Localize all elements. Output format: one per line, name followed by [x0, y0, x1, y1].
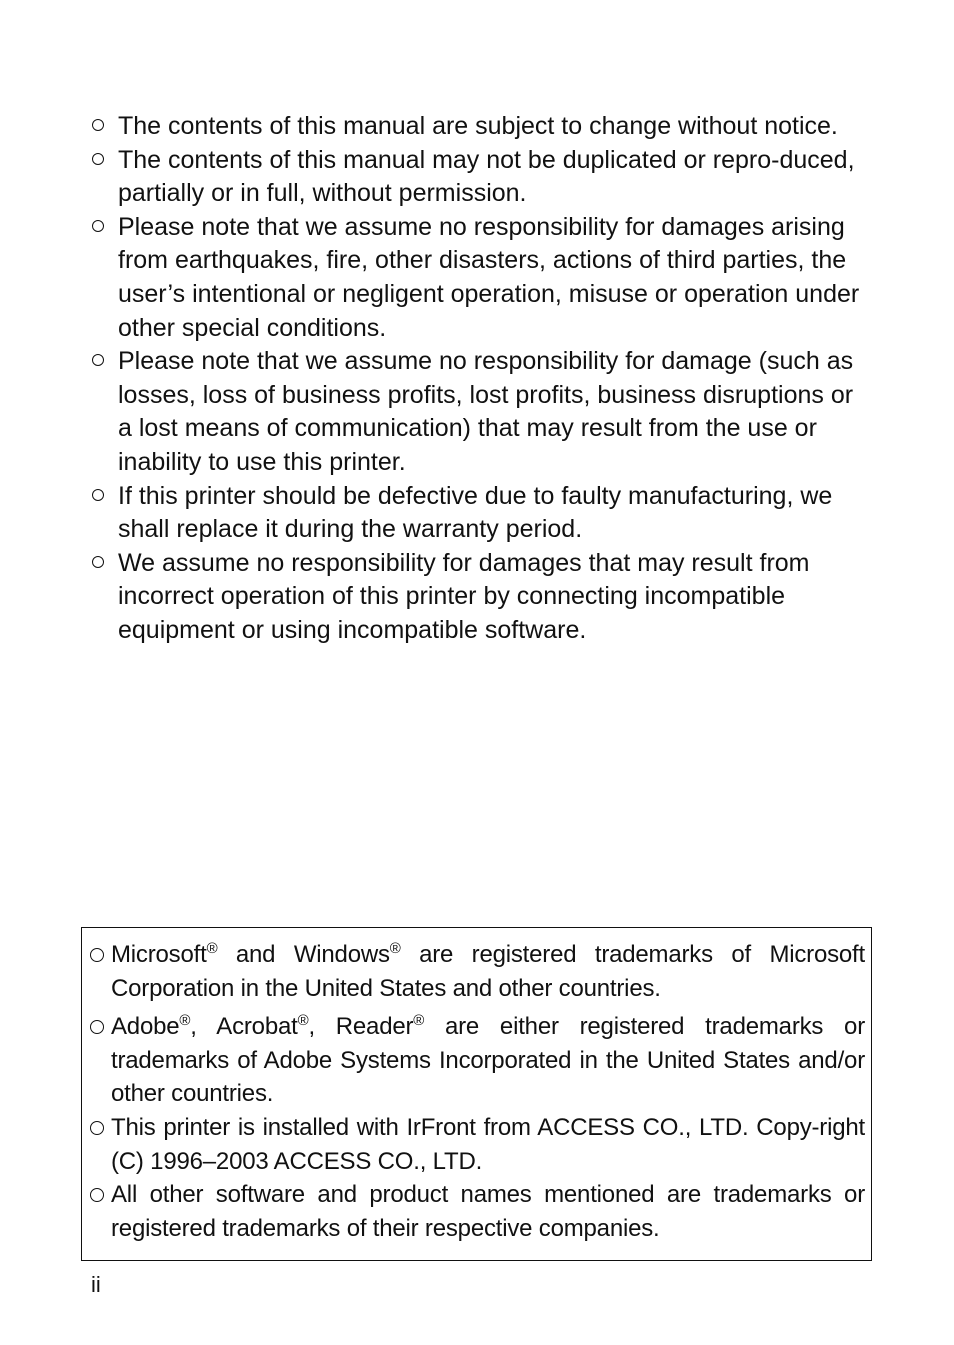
notice-text: Please note that we assume no responsibility for damages arising from earthquakes, fire, other disasters, actions of third parties, the user’s intentional or negligent operation, misuse or operation under other special conditions. — [118, 212, 860, 342]
notice-text: Please note that we assume no responsibility for damage (such as losses, loss of business profits, lost profits, business disruptions or a lost means of communication) that may result from the use or inability to use this printer. — [118, 347, 854, 476]
trademark-notice-box — [81, 927, 872, 1261]
circle-bullet-icon — [90, 1020, 104, 1034]
trademark-item-irfront — [90, 1111, 865, 1178]
notice-item — [90, 547, 870, 648]
circle-bullet-icon — [92, 354, 104, 366]
notice-text: We assume no responsibility for damages that may result from incorrect operation of this printer by connecting incompatible equipment or using incompatible software. — [118, 548, 810, 644]
circle-bullet-icon — [92, 489, 104, 501]
circle-bullet-icon — [92, 220, 104, 232]
notice-text: The contents of this manual may not be duplicated or repro-duced, partially or in full, without permission. — [118, 145, 855, 208]
trademark-text: are registered trademarks of Microsoft Corporation in the United States and other countries. — [111, 941, 865, 1002]
registered-mark: ® — [389, 940, 401, 957]
brand-microsoft: Microsoft — [111, 941, 207, 968]
notice-item — [90, 110, 870, 144]
notice-item — [90, 345, 870, 479]
trademark-item-microsoft — [90, 938, 865, 1005]
registered-mark: ® — [413, 1012, 425, 1030]
brand-reader: Reader — [335, 1013, 414, 1041]
trademark-text: and — [217, 941, 294, 968]
trademark-list — [90, 938, 865, 1245]
circle-bullet-icon — [92, 556, 104, 568]
registered-mark: ® — [297, 1012, 309, 1030]
notice-text: The contents of this manual are subject to change without notice. — [118, 112, 838, 140]
notice-item — [90, 211, 870, 345]
trademark-item-other — [90, 1178, 865, 1245]
trademark-text: This printer is installed with IrFront from ACCESS CO., LTD. Copy-right (C) 1996–2003 ACCESS CO., LTD. — [111, 1113, 865, 1175]
registered-mark: ® — [179, 1012, 191, 1030]
circle-bullet-icon — [90, 1188, 104, 1202]
trademark-text: are either registered trademarks or trademarks of Adobe Systems Incorporated in the United States and/or other countries. — [111, 1013, 865, 1108]
notice-item — [90, 480, 870, 547]
registered-mark: ® — [206, 940, 218, 957]
circle-bullet-icon — [90, 948, 104, 962]
circle-bullet-icon — [90, 1121, 104, 1135]
circle-bullet-icon — [92, 153, 104, 165]
brand-acrobat: Acrobat — [216, 1013, 298, 1041]
trademark-text: All other software and product names mentioned are trademarks or registered trademarks of their respective companies. — [111, 1181, 865, 1242]
trademark-item-adobe — [90, 1010, 865, 1111]
trademark-text: , — [190, 1013, 217, 1041]
brand-windows: Windows — [293, 941, 390, 968]
circle-bullet-icon — [92, 119, 104, 131]
page-number: ii — [91, 1272, 101, 1297]
notice-text: If this printer should be defective due to faulty manufacturing, we shall replace it during the warranty period. — [118, 481, 833, 544]
trademark-text: , — [308, 1013, 336, 1041]
notice-list — [90, 110, 870, 648]
brand-adobe: Adobe — [111, 1013, 180, 1041]
notice-item — [90, 144, 870, 211]
